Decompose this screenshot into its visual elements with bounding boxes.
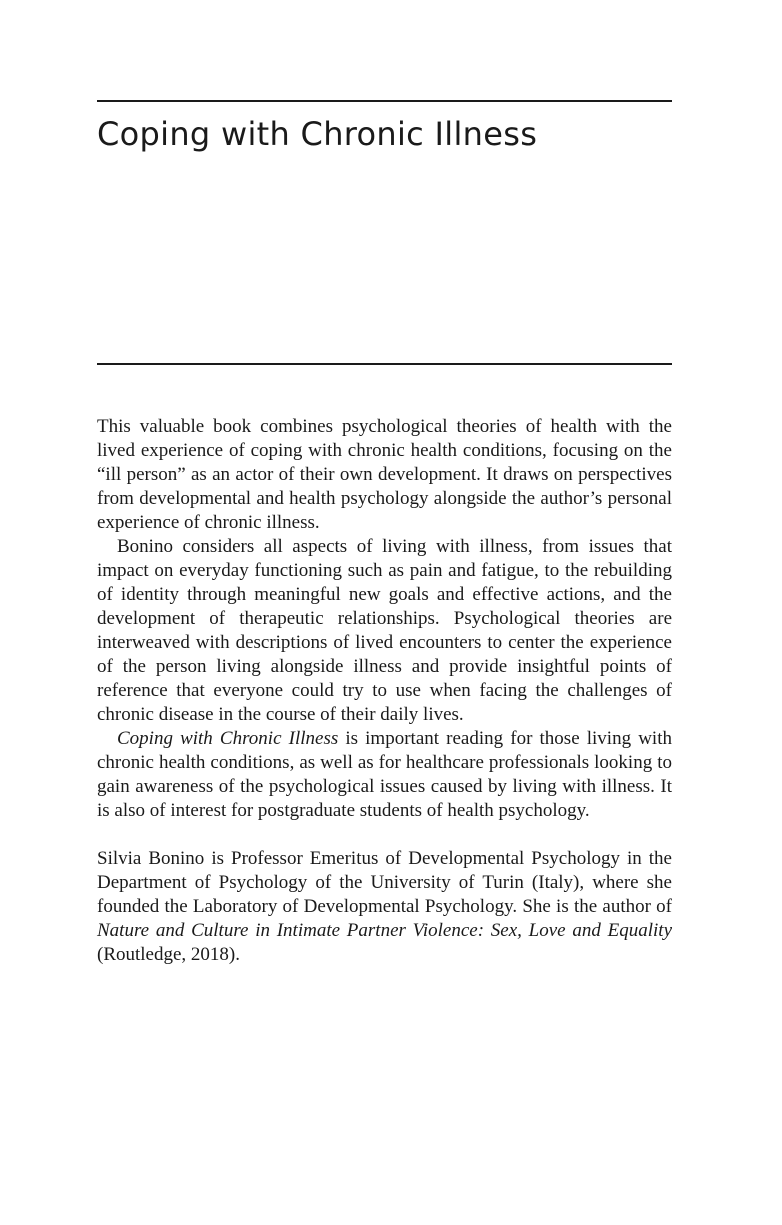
bio-publisher: (Routledge, 2018). [97,944,241,965]
book-description [97,415,672,967]
top-rule [97,100,672,102]
paragraph-3-text: is important reading for those living with chronic health conditions, as well as for healthcare professionals looking to gain awareness of the psychological issues caused by living with illness. It is also of interest for postgraduate students of health psychology. [97,728,672,821]
description-paragraph-3 [97,727,672,823]
book-page [97,0,672,1225]
description-paragraph-1: This valuable book combines psychological theories of health with the lived experience of coping with chronic health conditions, focusing on the “ill person” as an actor of their own development. It draws on perspectives from developmental and health psychology alongside the author’s personal experience of chronic illness. [97,416,672,533]
author-bio [97,847,672,967]
author-name: Silvia Bonino [97,848,205,869]
author-book-title: Nature and Culture in Intimate Partner Violence: Sex, Love and Equality [97,920,672,941]
book-title: Coping with Chronic Illness [97,115,538,153]
book-title-reference: Coping with Chronic Illness [117,728,339,749]
description-paragraph-2: Bonino considers all aspects of living with illness, from issues that impact on everyday functioning such as pain and fatigue, to the rebuilding of identity through meaningful new goals and effective actions, and the development of therapeutic relationships. Psychological theories are interweaved with descriptions of lived encounters to center the experience of the person living alongside illness and provide insightful points of reference that everyone could try to use when facing the challenges of chronic disease in the course of their daily lives. [97,536,672,725]
bottom-rule [97,363,672,365]
bio-text: is Professor Emeritus of Developmental Psychology in the Department of Psychology of the University of Turin (Italy), where she founded the Laboratory of Developmental Psychology. She is the author of [97,848,672,917]
